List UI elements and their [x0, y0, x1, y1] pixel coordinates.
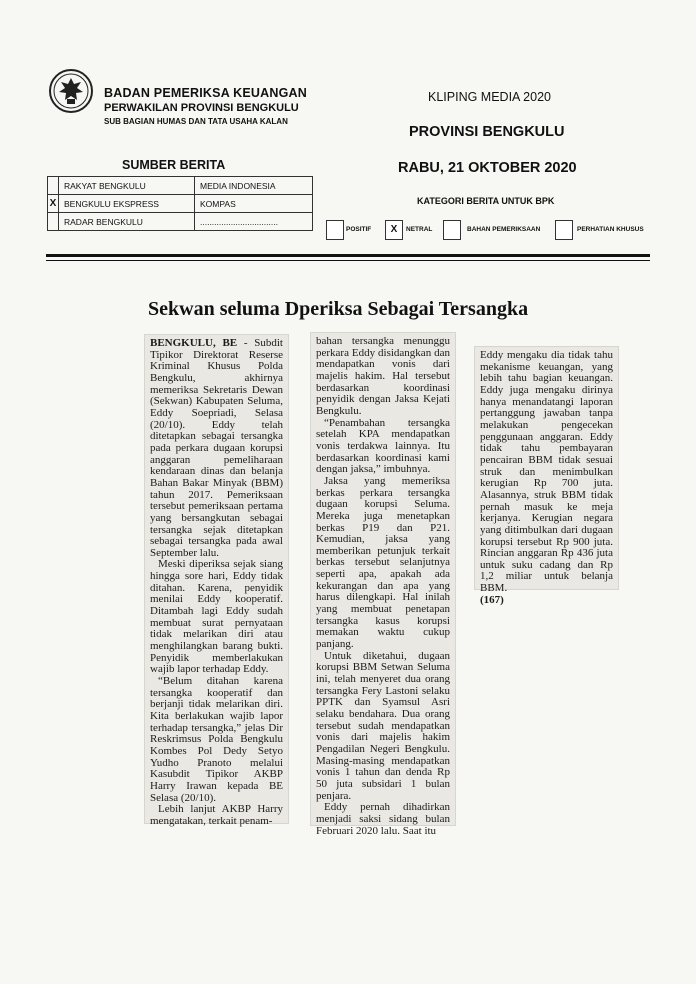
category-bahan-label: BAHAN PEMERIKSAAN: [467, 226, 541, 233]
article-paragraph: BENGKULU, BE - Subdit Tipikor Direktorat Reserse Kriminal Khusus Polda Bengkulu, akhirnya memeriksa Sekretaris Dewan (Sekwan) Kabupaten Seluma, Eddy Soepriadi, Selasa (20/10). Eddy telah ditetapkan sebagai tersangka pada perkara dugaan korupsi anggaran pemeliharaan kendaraan dinas dan belanja Bahan Bakar Minyak (BBM) tahun 2017. Pemeriksaan tersebut pemeriksaan pertama yang bersangkutan sebagai tersangka sejak ditetapkan sebagai tersangka pada awal September lalu.: [150, 337, 283, 559]
garuda-emblem-icon: [48, 68, 94, 114]
article-headline: Sekwan seluma Dperiksa Sebagai Tersangka: [148, 298, 529, 320]
article-paragraph: “Belum ditahan karena tersangka kooperatif dan berjanji tidak melarikan diri. Kita berlakukan wajib lapor terhadap tersangka,” jelas Dir Reskrimsus Polda Bengkulu Kombes Pol Dedy Setyo Yudho Pranoto melalui Kasubdit Tipikor AKBP Harry Irawan kepada BE Selasa (20/10).: [150, 675, 283, 804]
source-right: KOMPAS: [195, 195, 313, 213]
category-bahan-checkbox: [443, 220, 461, 240]
province-title: PROVINSI BENGKULU: [409, 124, 565, 140]
source-left: RADAR BENGKULU: [59, 213, 195, 231]
category-positif-label: POSITIF: [346, 226, 372, 233]
sources-table: [47, 176, 313, 231]
org-branch: PERWAKILAN PROVINSI BENGKULU: [104, 102, 299, 114]
article-paragraph: Jaksa yang memeriksa berkas perkara tersangka dugaan korupsi Seluma. Mereka juga menetapkan berkas P19 dan P21. Kemudian, jaksa yang memberikan petunjuk terkait berkas tersebut selanjutnya seperti apa, apakah ada kekurangan dan apa yang harus dilengkapi. Hal inilah yang membuat penetapan tersangka kasus korupsi memakan waktu cukup panjang.: [316, 474, 450, 651]
source-left: BENGKULU EKSPRESS: [59, 195, 195, 213]
source-mark: X: [48, 195, 59, 213]
kliping-label: KLIPING MEDIA 2020: [428, 90, 551, 104]
article-paragraph: Meski diperiksa sejak siang hingga sore hari, Eddy tidak ditahan. Karena, penyidik menilai Eddy kooperatif. Ditambah lagi Eddy sudah membuat surat pernyataan tidak melarikan diri atau menghilangkan barang bukti. Penyidik memberlakukan wajib lapor terhadap Eddy.: [150, 558, 283, 676]
article-column-3: [474, 346, 619, 606]
article-paragraph: Eddy mengaku dia tidak tahu mekanisme keuangan, yang lebih tahu bagian keuangan. Eddy juga mengaku dirinya hanya menandatangi laporan pertanggung jawaban tanpa melakukan pengecekan penggunaan anggaran. Eddy tidak tahu pembayaran pencairan BBM tidak sesuai struk dan menimbulkan kerugian Rp 700 juta. Alasannya, struk BBM tidak pernah masuk ke meja kerjanya. Kerugian negara yang ditimbulkan dari dugaan korupsi tersebut Rp 900 juta. Rincian anggaran Rp 436 juta untuk suku cadang dan Rp 1,2 miliar untuk belanja BBM.: [480, 349, 613, 595]
date-title: RABU, 21 OKTOBER 2020: [398, 160, 577, 176]
article-paragraph: Eddy pernah dihadirkan menjadi saksi sidang bulan Februari 2020 lalu. Saat itu: [316, 801, 450, 837]
source-mark: [48, 177, 59, 195]
header-rule-thick: [46, 254, 650, 257]
article-paragraph: Untuk diketahui, dugaan korupsi BBM Setwan Seluma ini, telah menyeret dua orang tersangka Fery Lastoni selaku PPTK dan Syamsul Asri selaku bendahara. Dua orang tersebut sudah mendapatkan vonis dari majelis hakim Pengadilan Negeri Bengkulu. Masing-masing mendapatkan vonis 1 tahun dan denda Rp 50 juta subsidari 1 bulan penjara.: [316, 649, 450, 802]
source-left: RAKYAT BENGKULU: [59, 177, 195, 195]
category-perhatian-label: PERHATIAN KHUSUS: [577, 226, 644, 233]
source-right: MEDIA INDONESIA: [195, 177, 313, 195]
article-paragraph: Lebih lanjut AKBP Harry mengatakan, terkait penam-: [150, 803, 283, 827]
category-perhatian-checkbox: [555, 220, 573, 240]
org-subdivision: SUB BAGIAN HUMAS DAN TATA USAHA KALAN: [104, 117, 288, 126]
category-netral-checkbox: X: [385, 220, 403, 240]
source-row: [48, 195, 313, 213]
sources-title: SUMBER BERITA: [122, 158, 226, 172]
category-title: KATEGORI BERITA UNTUK BPK: [417, 196, 555, 206]
header-rule-thin: [46, 260, 650, 261]
article-column-1: [144, 334, 289, 827]
article-paragraph: bahan tersangka menunggu perkara Eddy disidangkan dan mendapatkan vonis dari majelis hakim. Hal tersebut berdasarkan koordinasi penyidik dengan Jaksa Kejati Bengkulu.: [316, 335, 450, 417]
source-mark: [48, 213, 59, 231]
source-row: [48, 177, 313, 195]
article-paragraph: “Penambahan tersangka setelah KPA mendapatkan vonis terdakwa lainnya. Itu berdasarkan koordinasi kami dengan jaksa,” imbuhnya.: [316, 416, 450, 476]
article-code: (167): [480, 593, 504, 606]
source-row: [48, 213, 313, 231]
category-netral-label: NETRAL: [406, 226, 433, 233]
article-column-2: [310, 332, 456, 837]
article-dateline: BENGKULU, BE: [150, 337, 238, 349]
category-positif-checkbox: [326, 220, 344, 240]
source-right: .................................: [195, 213, 313, 231]
org-name: BADAN PEMERIKSA KEUANGAN: [104, 86, 307, 100]
